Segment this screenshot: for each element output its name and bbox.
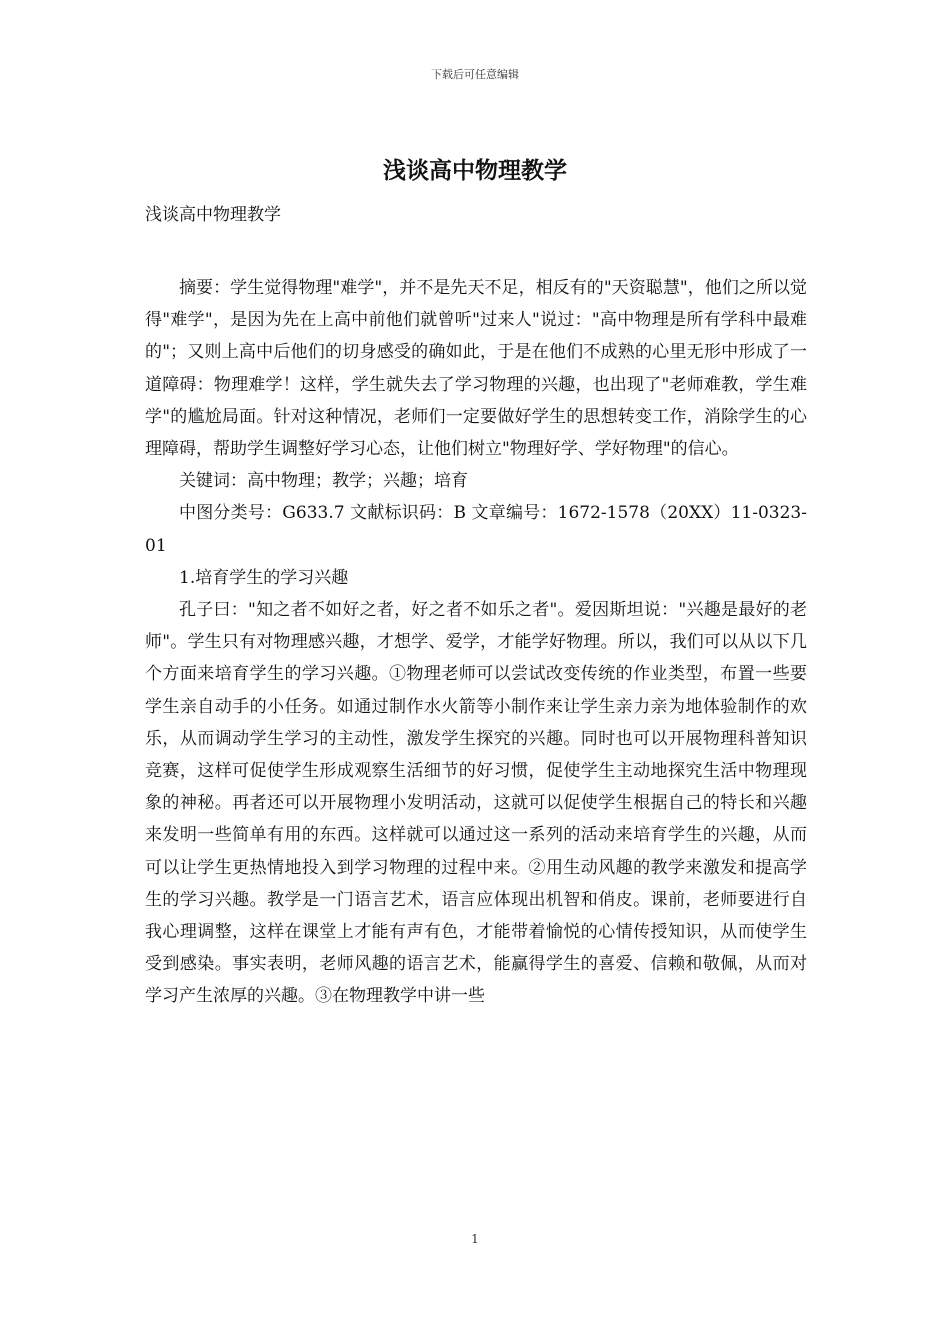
classification-paragraph: 中图分类号：G633.7 文献标识码：B 文章编号：1672-1578（20XX）11-0323-01 — [145, 503, 807, 556]
header-note: 下载后可任意编辑 — [431, 68, 519, 81]
page-number: 1 — [471, 1232, 479, 1246]
document-body — [145, 272, 807, 1013]
abstract-paragraph: 摘要：学生觉得物理"难学"，并不是先天不足，相反有的"天资聪慧"，他们之所以觉得"难学"，是因为先在上高中前他们就曾听"过来人"说过："高中物理是所有学科中最难的"；又则上高中后他们的切身感受的确如此，于是在他们不成熟的心里无形中形成了一道障碍：物理难学！这样，学生就失去了学习物理的兴趣，也出现了"老师难教，学生难学"的尴尬局面。针对这种情况，老师们一定要做好学生的思想转变工作，消除学生的心理障碍，帮助学生调整好学习心态，让他们树立"物理好学、学好物理"的信心。 — [145, 278, 807, 460]
section-heading: 1.培育学生的学习兴趣 — [179, 567, 349, 588]
keywords-paragraph: 关键词：高中物理；教学；兴趣；培育 — [179, 471, 468, 492]
document-subtitle: 浅谈高中物理教学 — [145, 205, 281, 225]
body-paragraph: 孔子曰："知之者不如好之者，好之者不如乐之者"。爱因斯坦说："兴趣是最好的老师"。学生只有对物理感兴趣，才想学、爱学，才能学好物理。所以，我们可以从以下几个方面来培育学生的学习兴趣。①物理老师可以尝试改变传统的作业类型，布置一些要学生亲自动手的小任务。如通过制作水火箭等小制作来让学生亲力亲为地体验制作的欢乐，从而调动学生学习的主动性，激发学生探究的兴趣。同时也可以开展物理科普知识竞赛，这样可促使学生形成观察生活细节的好习惯，促使学生主动地探究生活中物理现象的神秘。再者还可以开展物理小发明活动，这就可以促使学生根据自己的特长和兴趣来发明一些简单有用的东西。这样就可以通过这一系列的活动来培育学生的兴趣，从而可以让学生更热情地投入到学习物理的过程中来。②用生动风趣的教学来激发和提高学生的学习兴趣。教学是一门语言艺术，语言应体现出机智和俏皮。课前，老师要进行自我心理调整，这样在课堂上才能有声有色，才能带着愉悦的心情传授知识，从而使学生受到感染。事实表明，老师风趣的语言艺术，能赢得学生的喜爱、信赖和敬佩，从而对学习产生浓厚的兴趣。③在物理教学中讲一些 — [145, 600, 807, 1007]
document-title: 浅谈高中物理教学 — [383, 157, 567, 184]
